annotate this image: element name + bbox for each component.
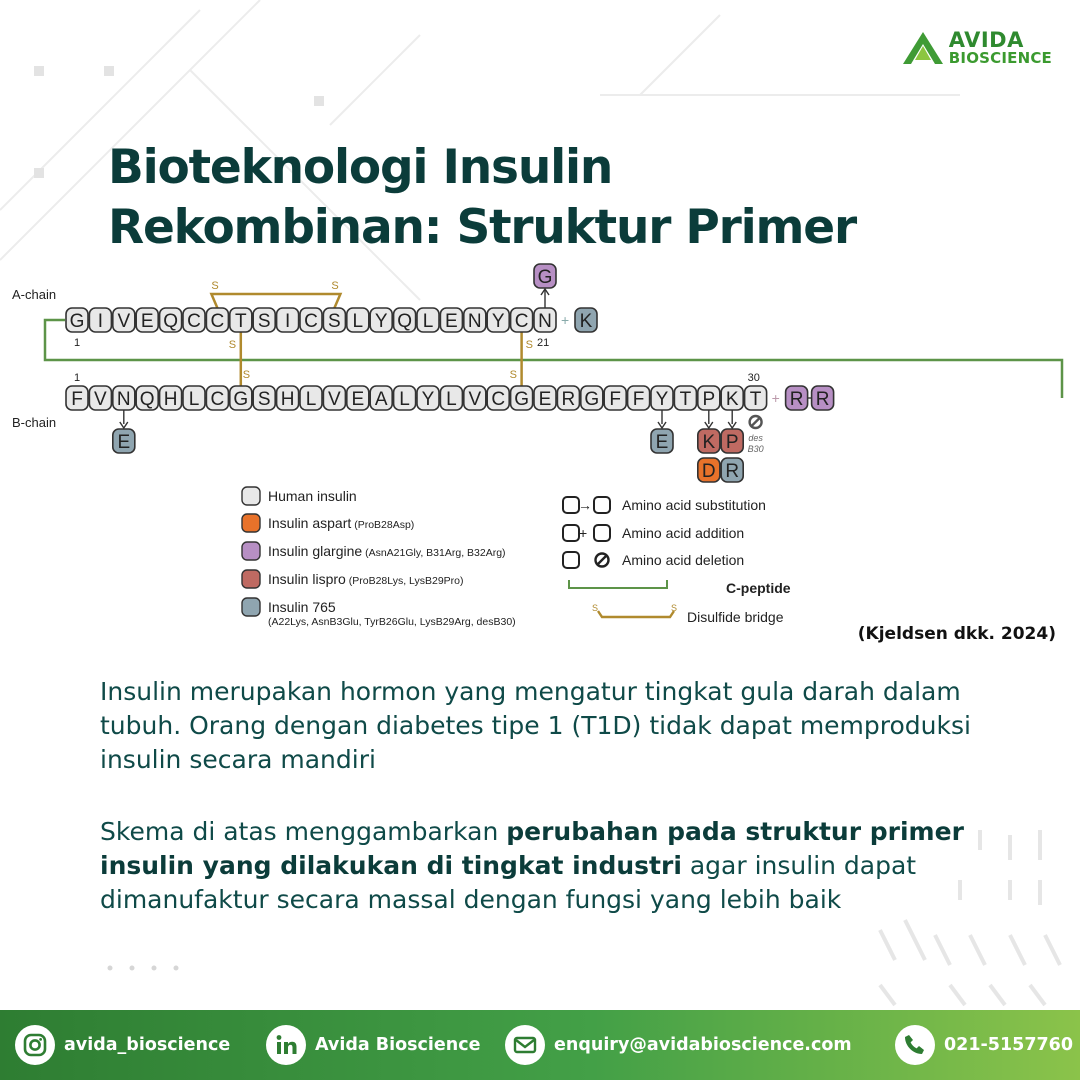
sulfur-label: S — [525, 339, 533, 351]
instagram-icon — [15, 1025, 55, 1065]
b-chain-residue-letter: G — [584, 389, 600, 410]
mail-icon — [505, 1025, 545, 1065]
a-chain-residue-letter: N — [467, 311, 482, 332]
b-chain-residue-letter: P — [702, 389, 716, 410]
linkedin-icon — [266, 1025, 306, 1065]
b-chain-residue-letter: S — [257, 389, 271, 410]
b-chain-start-number: 1 — [74, 372, 81, 384]
phone-number: 021-5157760 — [944, 1035, 1074, 1055]
a-chain-residue-letter: E — [445, 311, 458, 332]
b-chain-residue-letter: A — [374, 389, 388, 410]
citation: (Kjeldsen dkk. 2024) — [857, 624, 1056, 644]
legend-symbol-box — [563, 552, 579, 568]
instagram-handle: avida_bioscience — [64, 1035, 231, 1055]
sulfur-label: S — [228, 339, 237, 351]
b-chain-residue-letter: C — [491, 389, 506, 410]
a-chain-residue-letter: L — [422, 311, 434, 332]
b-chain-residue-letter: R — [561, 389, 576, 410]
legend-label: Insulin lispro (ProB28Lys, LysB29Pro) — [268, 571, 464, 587]
legend-label: Insulin 765 — [268, 599, 336, 615]
b-chain-residue-letter: H — [163, 389, 178, 410]
email-address: enquiry@avidabioscience.com — [554, 1035, 852, 1055]
legend-swatch — [242, 514, 260, 532]
legend-swatch — [242, 487, 260, 505]
b-chain-residue-letter: T — [749, 389, 762, 410]
b-chain-residue-letter: V — [468, 389, 482, 410]
b-chain-residue-letter: H — [280, 389, 295, 410]
legend-label: Insulin glargine (AsnA21Gly, B31Arg, B32Arg) — [268, 543, 506, 559]
sulfur-label: S — [242, 369, 251, 381]
a-chain-residue-letter: S — [328, 311, 341, 332]
b-chain-residue-letter: L — [188, 389, 200, 410]
deletion-label: des — [748, 433, 763, 443]
legend-symbol-box — [563, 525, 579, 541]
legend-label: Insulin aspart (ProB28Asp) — [268, 515, 415, 531]
b-chain-residue-letter: G — [233, 389, 249, 410]
a-chain-residue-letter: T — [234, 311, 247, 332]
sulfur-label: S — [211, 280, 219, 292]
a-chain-residue-letter: C — [187, 311, 201, 332]
brand-name-line1: AVIDA — [948, 28, 1024, 52]
legend-swatch — [242, 570, 260, 588]
b-chain-residue-letter: F — [632, 389, 645, 410]
b-chain-residue-letter: L — [446, 389, 457, 410]
legend-disulfide-line — [598, 611, 674, 617]
paragraph-intro: Insulin merupakan hormon yang mengatur tingkat gula darah dalam tubuh. Orang dengan diabetes tipe 1 (T1D) tidak dapat memproduksi insulin secara mandiri — [100, 677, 971, 774]
b29-arg-substitution-letter: R — [725, 461, 740, 482]
a-chain-residue-letter: C — [210, 311, 225, 332]
a-chain-residue-letter: G — [69, 311, 85, 332]
legend-plus: + — [579, 525, 588, 541]
linkedin-link[interactable] — [266, 1025, 480, 1065]
deletion-label: B30 — [747, 444, 764, 454]
legend-symbol-label: Disulfide bridge — [687, 609, 784, 625]
b-chain-residue-letter: L — [399, 389, 410, 410]
a-chain-end-number: 21 — [537, 337, 550, 349]
b29-pro-substitution-letter: P — [725, 432, 739, 453]
a-chain-residue-letter: L — [352, 311, 364, 332]
b-chain-residue-letter: Y — [421, 389, 435, 410]
legend-symbol-box — [594, 525, 610, 541]
a-chain-residue-letter: I — [97, 311, 104, 332]
sulfur-label: S — [331, 280, 339, 292]
b-chain-residue-letter: V — [94, 389, 107, 410]
b-chain-residue-letter: E — [351, 389, 365, 410]
legend-deletion-slash — [597, 555, 607, 565]
b-chain-residue-letter: N — [116, 389, 131, 410]
email-link[interactable] — [505, 1025, 852, 1065]
b3-glu-substitution-letter: E — [117, 432, 131, 453]
insulin-structure-diagram — [0, 255, 1080, 630]
title-line-2: Rekombinan: Struktur Primer — [108, 200, 856, 255]
instagram-link[interactable] — [15, 1025, 230, 1065]
a-chain-residue-letter: V — [117, 311, 131, 332]
legend-symbol-box — [594, 497, 610, 513]
disulfide-bridge-intra — [211, 294, 340, 308]
legend-swatch — [242, 598, 260, 616]
b-chain-residue-letter: V — [328, 389, 341, 410]
avida-logo-icon — [901, 30, 945, 66]
b28-asp-substitution-letter: D — [701, 461, 716, 482]
legend-symbol-label: Amino acid substitution — [622, 497, 766, 513]
brand-logo[interactable] — [901, 30, 1052, 66]
b-chain-label: B-chain — [12, 415, 57, 430]
legend-arrow: → — [578, 497, 592, 513]
a-chain-residue-letter: E — [140, 311, 154, 332]
phone-icon — [895, 1025, 935, 1065]
b28-lys-substitution-letter: K — [702, 432, 716, 453]
b-chain-residue-letter: Y — [655, 389, 669, 410]
page-title — [108, 138, 856, 258]
b-chain-residue-letter: E — [538, 389, 552, 410]
legend-symbol-box — [563, 497, 579, 513]
phone-link[interactable] — [895, 1025, 1073, 1065]
legend-symbol-label: Amino acid addition — [622, 525, 745, 541]
b-chain-residue-letter: F — [609, 389, 622, 410]
addition-plus: + — [561, 312, 570, 328]
legend-label: Human insulin — [268, 488, 357, 504]
legend-c-peptide-line — [569, 580, 667, 588]
brand-name-line2: BIOSCIENCE — [948, 49, 1052, 67]
linkedin-name: Avida Bioscience — [315, 1035, 481, 1055]
a-chain-residue-letter: C — [304, 311, 318, 332]
a22-lys-addition-letter: K — [579, 311, 593, 332]
a-chain-residue-letter: N — [538, 311, 552, 332]
paragraph-description — [100, 815, 980, 917]
legend-sulfur-label: S — [671, 603, 678, 613]
contact-footer — [0, 1010, 1080, 1080]
a-chain-label: A-chain — [12, 287, 57, 302]
b-chain-end-number: 30 — [747, 372, 760, 384]
b-chain-residue-letter: C — [210, 389, 225, 410]
b-chain-residue-letter: T — [679, 389, 692, 410]
paragraph-text-after: agar insulin dapat dimanufaktur secara massal dengan fungsi yang lebih baik — [100, 851, 917, 914]
b-chain-residue-letter: K — [725, 389, 739, 410]
b-chain-residue-letter: Q — [139, 389, 155, 410]
b26-glu-substitution-letter: E — [655, 432, 669, 453]
a-chain-start-number: 1 — [74, 337, 81, 349]
legend-symbol-label: Amino acid deletion — [622, 552, 745, 568]
legend-swatch — [242, 542, 260, 560]
a-chain-residue-letter: Y — [374, 311, 388, 332]
title-line-1: Bioteknologi Insulin — [108, 140, 613, 195]
paragraph-text-bold: perubahan pada struktur primer insulin yang dilakukan di tingkat industri — [100, 817, 964, 880]
a-chain-residue-letter: Q — [397, 311, 412, 332]
legend-symbol-label: C-peptide — [726, 580, 791, 596]
a-chain-residue-letter: Q — [163, 311, 178, 332]
a-chain-residue-letter: S — [257, 311, 271, 332]
a21-gly-substitution-letter: G — [537, 267, 553, 288]
legend-sulfur-label: S — [592, 603, 599, 613]
a-chain-residue-letter: C — [514, 311, 529, 332]
b31-arg-addition-letter: R — [789, 389, 804, 410]
a-chain-residue-letter: Y — [491, 311, 505, 332]
paragraph-text-before: Skema di atas menggambarkan — [100, 817, 507, 846]
b-chain-residue-letter: G — [514, 389, 529, 410]
sulfur-label: S — [509, 369, 517, 381]
b-chain-residue-letter: L — [305, 389, 317, 410]
b-chain-residue-letter: F — [71, 389, 83, 410]
legend-detail: (A22Lys, AsnB3Glu, TyrB26Glu, LysB29Arg, desB30) — [268, 616, 516, 628]
b32-arg-addition-letter: R — [815, 389, 830, 410]
a-chain-residue-letter: I — [284, 311, 291, 332]
addition-plus: + — [771, 390, 780, 406]
